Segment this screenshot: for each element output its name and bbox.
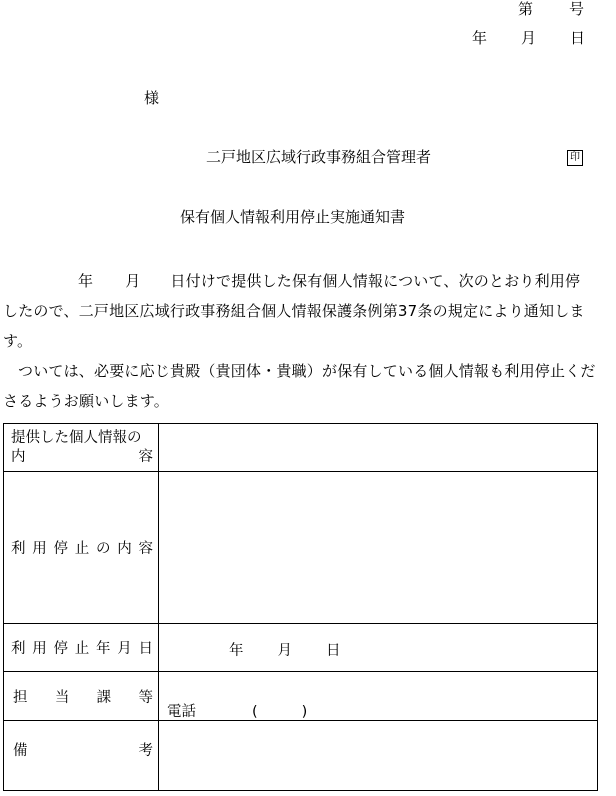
body-line-3: す。 [3, 332, 33, 350]
seal-mark: 印 [567, 150, 583, 166]
number-dai: 第 [518, 0, 534, 18]
sender-name: 二戸地区広域行政事務組合管理者 [206, 148, 432, 166]
value-stop-date[interactable] [159, 624, 598, 672]
stop-date-year: 年 [229, 643, 244, 659]
table-row-stop-content [4, 472, 598, 624]
date-day: 日 [570, 29, 586, 47]
body-line-4: ついては、必要に応じ貴殿（貴団体・貴職）が保有している個人情報も利用停止くだ [18, 362, 596, 380]
addressee-honorific: 様 [144, 89, 160, 107]
table-row-department [4, 672, 598, 721]
table-row-stop-date [4, 624, 598, 672]
value-department[interactable]: 電話 ( ) [159, 672, 598, 721]
body-line-2: したので、二戸地区広域行政事務組合個人情報保護条例第37条の規定により通知しま [3, 302, 585, 320]
phone-label: 電話 [167, 704, 196, 720]
date-year: 年 [472, 29, 488, 47]
notice-table [3, 423, 598, 791]
date-month: 月 [521, 29, 537, 47]
number-go: 号 [569, 0, 585, 18]
value-stop-content[interactable] [159, 472, 598, 624]
label-stop-content: 利 用 停 止 の 内 容 [4, 472, 159, 624]
table-row-provided-info [4, 424, 598, 472]
document-title: 保有個人情報利用停止実施通知書 [180, 208, 406, 226]
stop-date-month: 月 [277, 643, 292, 659]
value-remarks[interactable] [159, 721, 598, 791]
document-number [518, 2, 584, 17]
label-remarks: 備 考 [4, 721, 159, 791]
issue-date [472, 31, 585, 46]
value-provided-info[interactable] [159, 424, 598, 472]
table-row-remarks [4, 721, 598, 791]
label-department: 担 当 課 等 [4, 672, 159, 721]
body-line-5: さるようお願いします。 [3, 392, 170, 410]
label-provided-info: 提供した個人情報の 内 容 [4, 424, 159, 472]
stop-date-day: 日 [326, 643, 341, 659]
body-line-1: 年 月 日付けで提供した保有個人情報について、次のとおり利用停 [78, 272, 581, 290]
label-stop-date: 利 用 停 止 年 月 日 [4, 624, 159, 672]
notice-body [3, 266, 615, 416]
